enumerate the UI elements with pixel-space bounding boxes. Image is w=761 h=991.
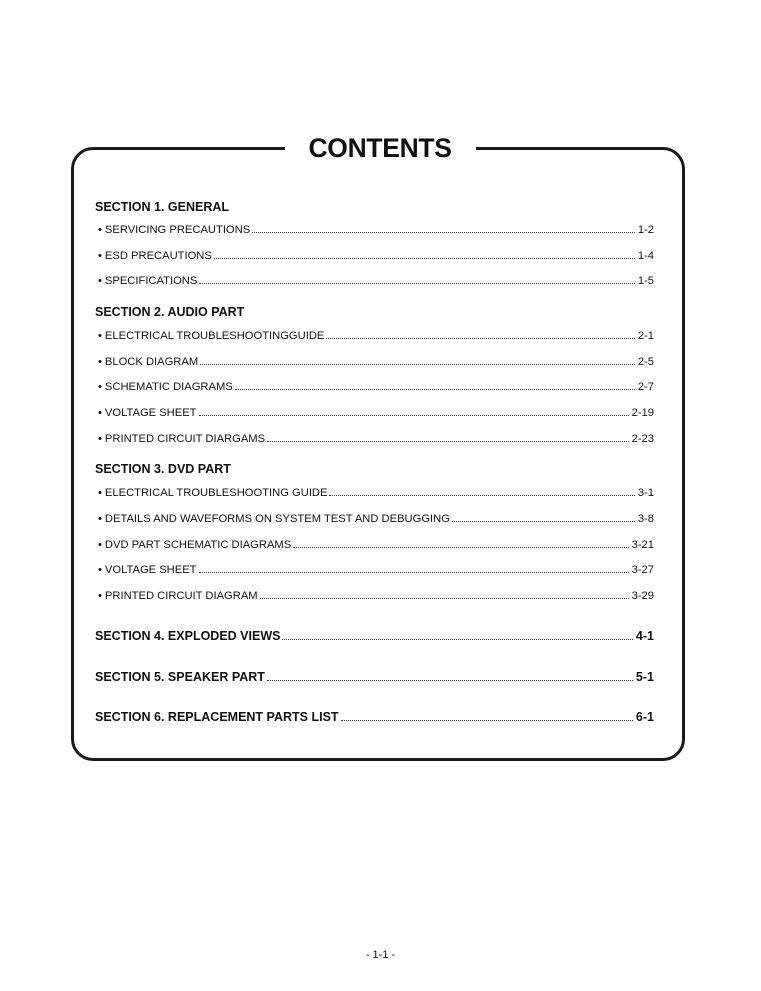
dot-leader [199,572,629,573]
toc-entry-page: 4-1 [635,629,654,643]
bullet-icon: • [98,513,102,525]
toc-entry-page: 2-5 [637,356,654,368]
toc-entry-label: DVD PART SCHEMATIC DIAGRAMS [104,539,292,551]
toc-entry-page: 1-2 [637,224,654,236]
bullet-icon: • [98,433,102,445]
dot-leader [214,258,635,259]
toc-entry-page: 2-23 [631,433,654,445]
section-heading-general: SECTION 1. GENERAL [95,200,230,214]
toc-entry-page: 5-1 [635,670,654,684]
toc-entry[interactable] [98,511,654,525]
toc-entry-label: ELECTRICAL TROUBLESHOOTINGGUIDE [104,330,325,342]
dot-leader [260,598,629,599]
toc-entry-label: VOLTAGE SHEET [104,564,197,576]
dot-leader [329,495,634,496]
toc-entry[interactable] [98,273,654,287]
dot-leader [235,389,635,390]
toc-entry-label: ESD PRECAUTIONS [104,250,212,262]
toc-entry-page: 3-27 [631,564,654,576]
toc-entry[interactable] [98,328,654,342]
toc-entry-page: 2-7 [637,381,654,393]
dot-leader [452,521,635,522]
toc-entry-label: PRINTED CIRCUIT DIARGAMS [104,433,266,445]
title-wrap [285,128,476,168]
toc-entry[interactable] [98,248,654,262]
toc-entry[interactable] [98,222,654,236]
toc-entry-label: SECTION 4. EXPLODED VIEWS [95,629,281,643]
bullet-icon: • [98,356,102,368]
bullet-icon: • [98,250,102,262]
toc-entry-label: SECTION 5. SPEAKER PART [95,670,265,684]
toc-entry-page: 2-1 [637,330,654,342]
toc-entry[interactable] [98,354,654,368]
dot-leader [200,364,635,365]
toc-entry-page: 6-1 [635,710,654,724]
toc-entry-label: DETAILS AND WAVEFORMS ON SYSTEM TEST AND DEBUGGING [104,513,450,525]
bullet-icon: • [98,564,102,576]
dot-leader [267,680,633,681]
toc-section-speaker-part[interactable] [95,670,654,684]
toc-entry[interactable] [98,537,654,551]
toc-entry-label: SCHEMATIC DIAGRAMS [104,381,233,393]
toc-entry[interactable] [98,485,654,499]
toc-entry-page: 1-4 [637,250,654,262]
dot-leader [252,232,635,233]
bullet-icon: • [98,330,102,342]
bullet-icon: • [98,224,102,236]
toc-entry-label: BLOCK DIAGRAM [104,356,199,368]
dot-leader [199,415,629,416]
section-heading-dvd-part: SECTION 3. DVD PART [95,462,231,476]
dot-leader [267,441,629,442]
toc-entry-page: 3-21 [631,539,654,551]
toc-entry-page: 3-8 [637,513,654,525]
toc-entry-label: SECTION 6. REPLACEMENT PARTS LIST [95,710,339,724]
page-number: - 1-1 - [365,949,396,961]
page-title: CONTENTS [308,132,453,163]
toc-entry-page: 3-29 [631,590,654,602]
section-heading-audio-part: SECTION 2. AUDIO PART [95,305,245,319]
toc-entry-label: SERVICING PRECAUTIONS [104,224,251,236]
bullet-icon: • [98,487,102,499]
dot-leader [199,283,634,284]
bullet-icon: • [98,381,102,393]
toc-entry-label: SPECIFICATIONS [104,275,198,287]
toc-entry[interactable] [98,562,654,576]
bullet-icon: • [98,539,102,551]
dot-leader [293,547,628,548]
toc-entry-label: ELECTRICAL TROUBLESHOOTING GUIDE [104,487,328,499]
toc-entry-label: VOLTAGE SHEET [104,407,197,419]
toc-section-replacement-parts-list[interactable] [95,710,654,724]
toc-entry[interactable] [98,588,654,602]
contents-frame [71,147,685,761]
dot-leader [282,639,632,640]
toc-entry[interactable] [98,431,654,445]
toc-entry-label: PRINTED CIRCUIT DIAGRAM [104,590,258,602]
bullet-icon: • [98,590,102,602]
toc-entry[interactable] [98,405,654,419]
dot-leader [341,720,633,721]
toc-entry-page: 2-19 [631,407,654,419]
bullet-icon: • [98,275,102,287]
toc-entry[interactable] [98,379,654,393]
bullet-icon: • [98,407,102,419]
toc-section-exploded-views[interactable] [95,629,654,643]
toc-entry-page: 1-5 [637,275,654,287]
toc-entry-page: 3-1 [637,487,654,499]
dot-leader [326,338,634,339]
